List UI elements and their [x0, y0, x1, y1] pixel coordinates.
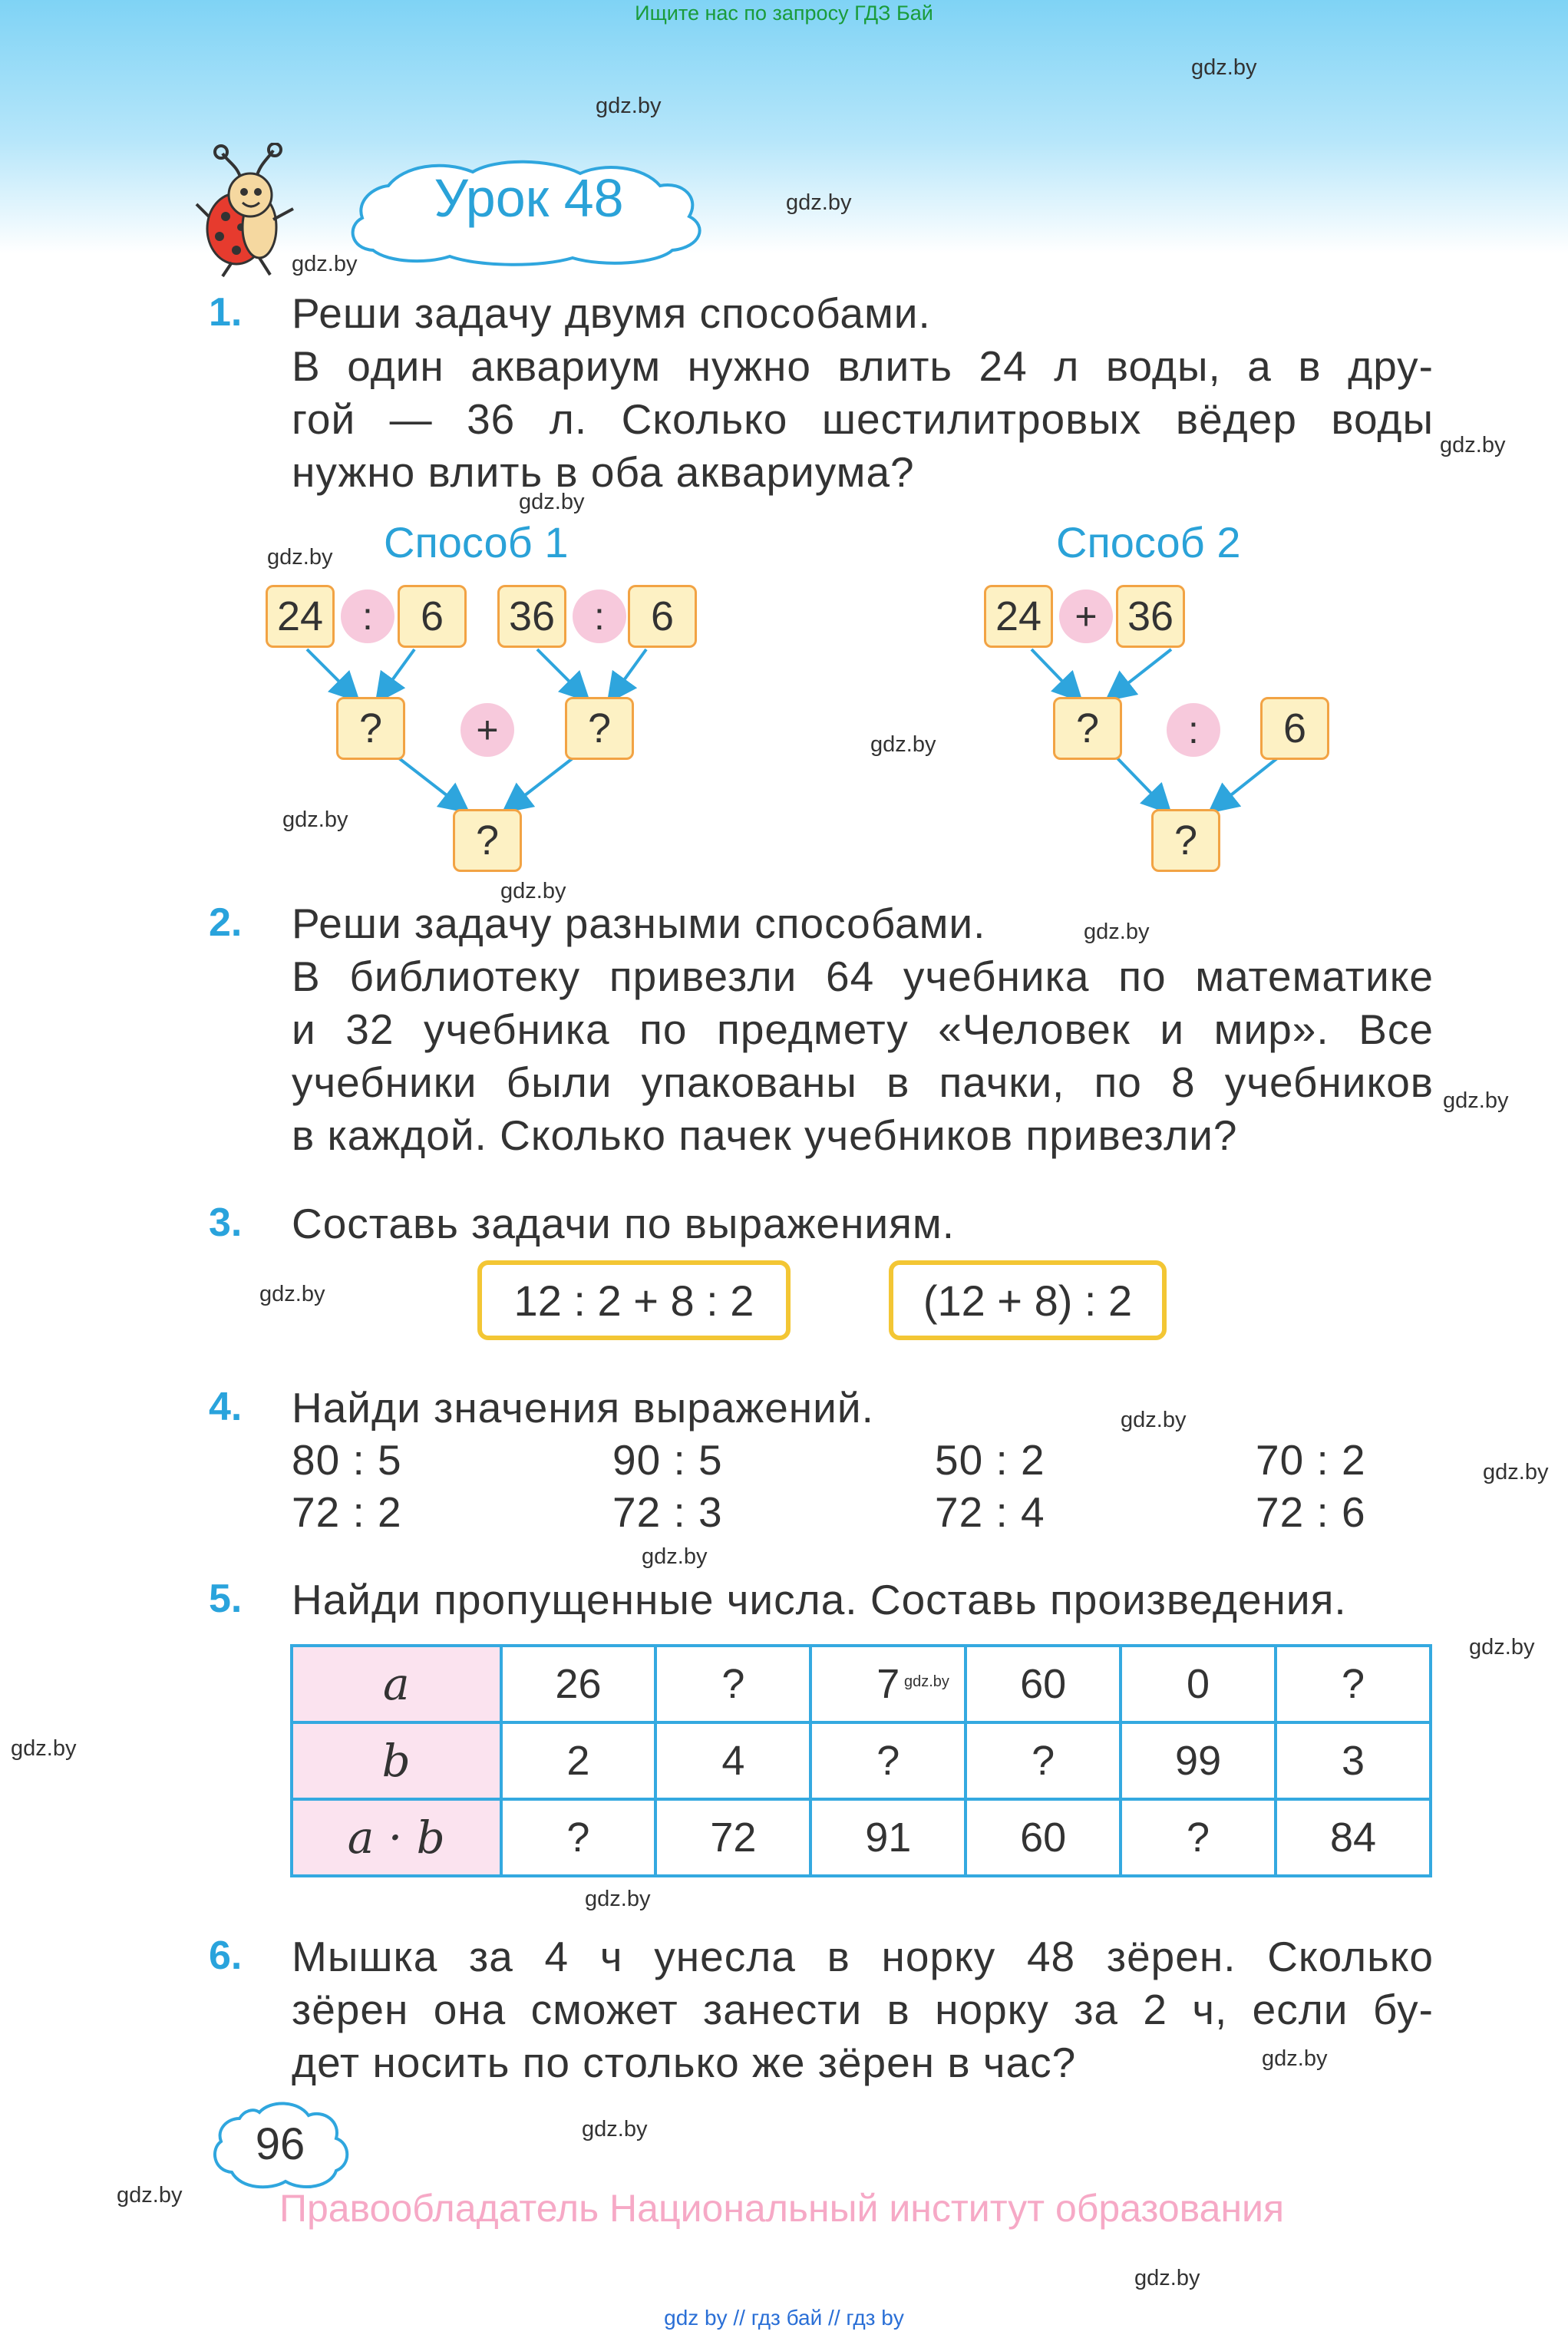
row-label: a	[292, 1646, 501, 1722]
watermark: gdz.by	[1134, 2266, 1200, 2290]
watermark: gdz.by	[519, 490, 585, 514]
expression: 70 : 2	[1256, 1436, 1366, 1484]
copyright-line: Правообладатель Национальный институт образования	[279, 2187, 1285, 2230]
task-3-text: Составь задачи по выражениям.	[292, 1200, 955, 1247]
operation-circle: :	[573, 589, 626, 643]
expression-box: 12 : 2 + 8 : 2	[477, 1260, 791, 1340]
task-line: Реши задачу разными способами.	[292, 900, 986, 947]
expression: 80 : 5	[292, 1436, 402, 1484]
row-label: b	[292, 1722, 501, 1799]
diagram-box: 6	[398, 585, 467, 648]
watermark: gdz.by	[259, 1282, 325, 1306]
table-cell: 3	[1276, 1722, 1431, 1799]
operation-circle: :	[341, 589, 394, 643]
task-5-text: Найди пропущенные числа. Составь произведения.	[292, 1576, 1347, 1623]
watermark: gdz.by	[1191, 55, 1257, 80]
watermark: gdz.by	[786, 190, 852, 215]
table-cell: ?	[1276, 1646, 1431, 1722]
diagram-arrows	[0, 0, 1568, 921]
task-line: и 32 учебника по предмету «Человек и мир». Все	[292, 1006, 1434, 1053]
task-number: 2.	[209, 900, 243, 945]
task-line: В один аквариум нужно влить 24 л воды, а в дру-	[292, 342, 1434, 390]
task-line: зёрен она сможет занести в норку за 2 ч, если бу-	[292, 1986, 1434, 2033]
watermark: gdz.by	[585, 1887, 651, 1911]
task-line: нужно влить в оба аквариума?	[292, 448, 915, 496]
diagram-box: ?	[453, 809, 522, 872]
table-cell: 26	[501, 1646, 656, 1722]
table-cell: 99	[1121, 1722, 1276, 1799]
watermark: gdz.by	[582, 2117, 648, 2142]
watermark: gdz.by	[642, 1544, 708, 1569]
watermark: gdz.by	[1440, 433, 1506, 457]
search-hint-link[interactable]: Ищите нас по запросу ГДЗ Бай	[635, 2, 933, 25]
watermark: gdz.by	[870, 732, 936, 757]
expression: 72 : 4	[935, 1488, 1045, 1536]
expression: 72 : 6	[1256, 1488, 1366, 1536]
task-line: Мышка за 4 ч унесла в норку 48 зёрен. Сколько	[292, 1933, 1434, 1980]
table-cell: 2	[501, 1722, 656, 1799]
task-line: в каждой. Сколько пачек учебников привезли?	[292, 1111, 1238, 1159]
table-cell: ?	[810, 1722, 966, 1799]
watermark: gdz.by	[11, 1736, 77, 1761]
task-number: 4.	[209, 1385, 243, 1429]
bottom-links[interactable]: gdz by // гдз бай // гдз by	[664, 2306, 904, 2330]
operation-circle: +	[460, 703, 514, 757]
way-1-heading: Способ 1	[384, 518, 569, 566]
watermark: gdz.by	[1262, 2046, 1328, 2071]
task-2-text	[292, 897, 1434, 1162]
table-cell: 7	[810, 1646, 966, 1722]
table-cell: 0	[1121, 1646, 1276, 1722]
table-cell: 60	[966, 1799, 1121, 1876]
lesson-title: Урок 48	[434, 168, 624, 228]
watermark: gdz.by	[1121, 1408, 1187, 1432]
task-number: 6.	[209, 1933, 243, 1978]
expression-box: (12 + 8) : 2	[889, 1260, 1167, 1340]
way-2-heading: Способ 2	[1056, 518, 1241, 566]
diagram-box: ?	[1151, 809, 1220, 872]
multiplication-table	[290, 1644, 1432, 1877]
operation-circle: :	[1167, 703, 1220, 757]
table-cell: 72	[655, 1799, 810, 1876]
task-line: дет носить по столько же зёрен в час?	[292, 2039, 1077, 2086]
watermark: gdz.by	[500, 879, 566, 903]
watermark: gdz.by	[1443, 1088, 1509, 1113]
task-4-text: Найди значения выражений.	[292, 1384, 874, 1432]
table-cell: ?	[1121, 1799, 1276, 1876]
table-row	[292, 1799, 1431, 1876]
table-cell: ?	[501, 1799, 656, 1876]
diagram-box: ?	[336, 697, 405, 760]
watermark: gdz.by	[292, 252, 358, 276]
watermark: gdz.by	[1469, 1635, 1535, 1659]
watermark: gdz.by	[282, 807, 348, 832]
task-6-text	[292, 1930, 1434, 2089]
row-label: a · b	[292, 1799, 501, 1876]
table-cell: ?	[655, 1646, 810, 1722]
task-line: гой — 36 л. Сколько шестилитровых вёдер воды	[292, 395, 1434, 443]
expression: 72 : 2	[292, 1488, 402, 1536]
table-cell: 91	[810, 1799, 966, 1876]
expression: 72 : 3	[612, 1488, 723, 1536]
diagram-box: ?	[565, 697, 634, 760]
diagram-box: 24	[266, 585, 335, 648]
operation-circle: +	[1059, 589, 1113, 643]
task-line: В библиотеку привезли 64 учебника по математике	[292, 953, 1434, 1000]
task-line: учебники были упакованы в пачки, по 8 учебников	[292, 1058, 1434, 1106]
table-cell: ?	[966, 1722, 1121, 1799]
task-line: Реши задачу двумя способами.	[292, 289, 931, 337]
watermark: gdz.by	[1483, 1460, 1549, 1484]
page-number: 96	[255, 2119, 305, 2169]
table-cell: 4	[655, 1722, 810, 1799]
expression: 50 : 2	[935, 1436, 1045, 1484]
table-row	[292, 1722, 1431, 1799]
diagram-box: 36	[497, 585, 566, 648]
table-cell: 60	[966, 1646, 1121, 1722]
diagram-box: 6	[628, 585, 697, 648]
watermark: gdz.by	[1084, 920, 1150, 944]
task-number: 1.	[209, 290, 243, 335]
diagram-box: 36	[1116, 585, 1185, 648]
watermark: gdz.by	[267, 545, 333, 570]
table-row	[292, 1646, 1431, 1722]
expression: 90 : 5	[612, 1436, 723, 1484]
task-number: 3.	[209, 1200, 243, 1245]
watermark: gdz.by	[596, 94, 662, 118]
diagram-box: ?	[1053, 697, 1122, 760]
diagram-box: 24	[984, 585, 1053, 648]
task-number: 5.	[209, 1577, 243, 1621]
watermark: gdz.by	[904, 1673, 949, 1690]
diagram-box: 6	[1260, 697, 1329, 760]
table-cell: 84	[1276, 1799, 1431, 1876]
watermark: gdz.by	[117, 2183, 183, 2208]
